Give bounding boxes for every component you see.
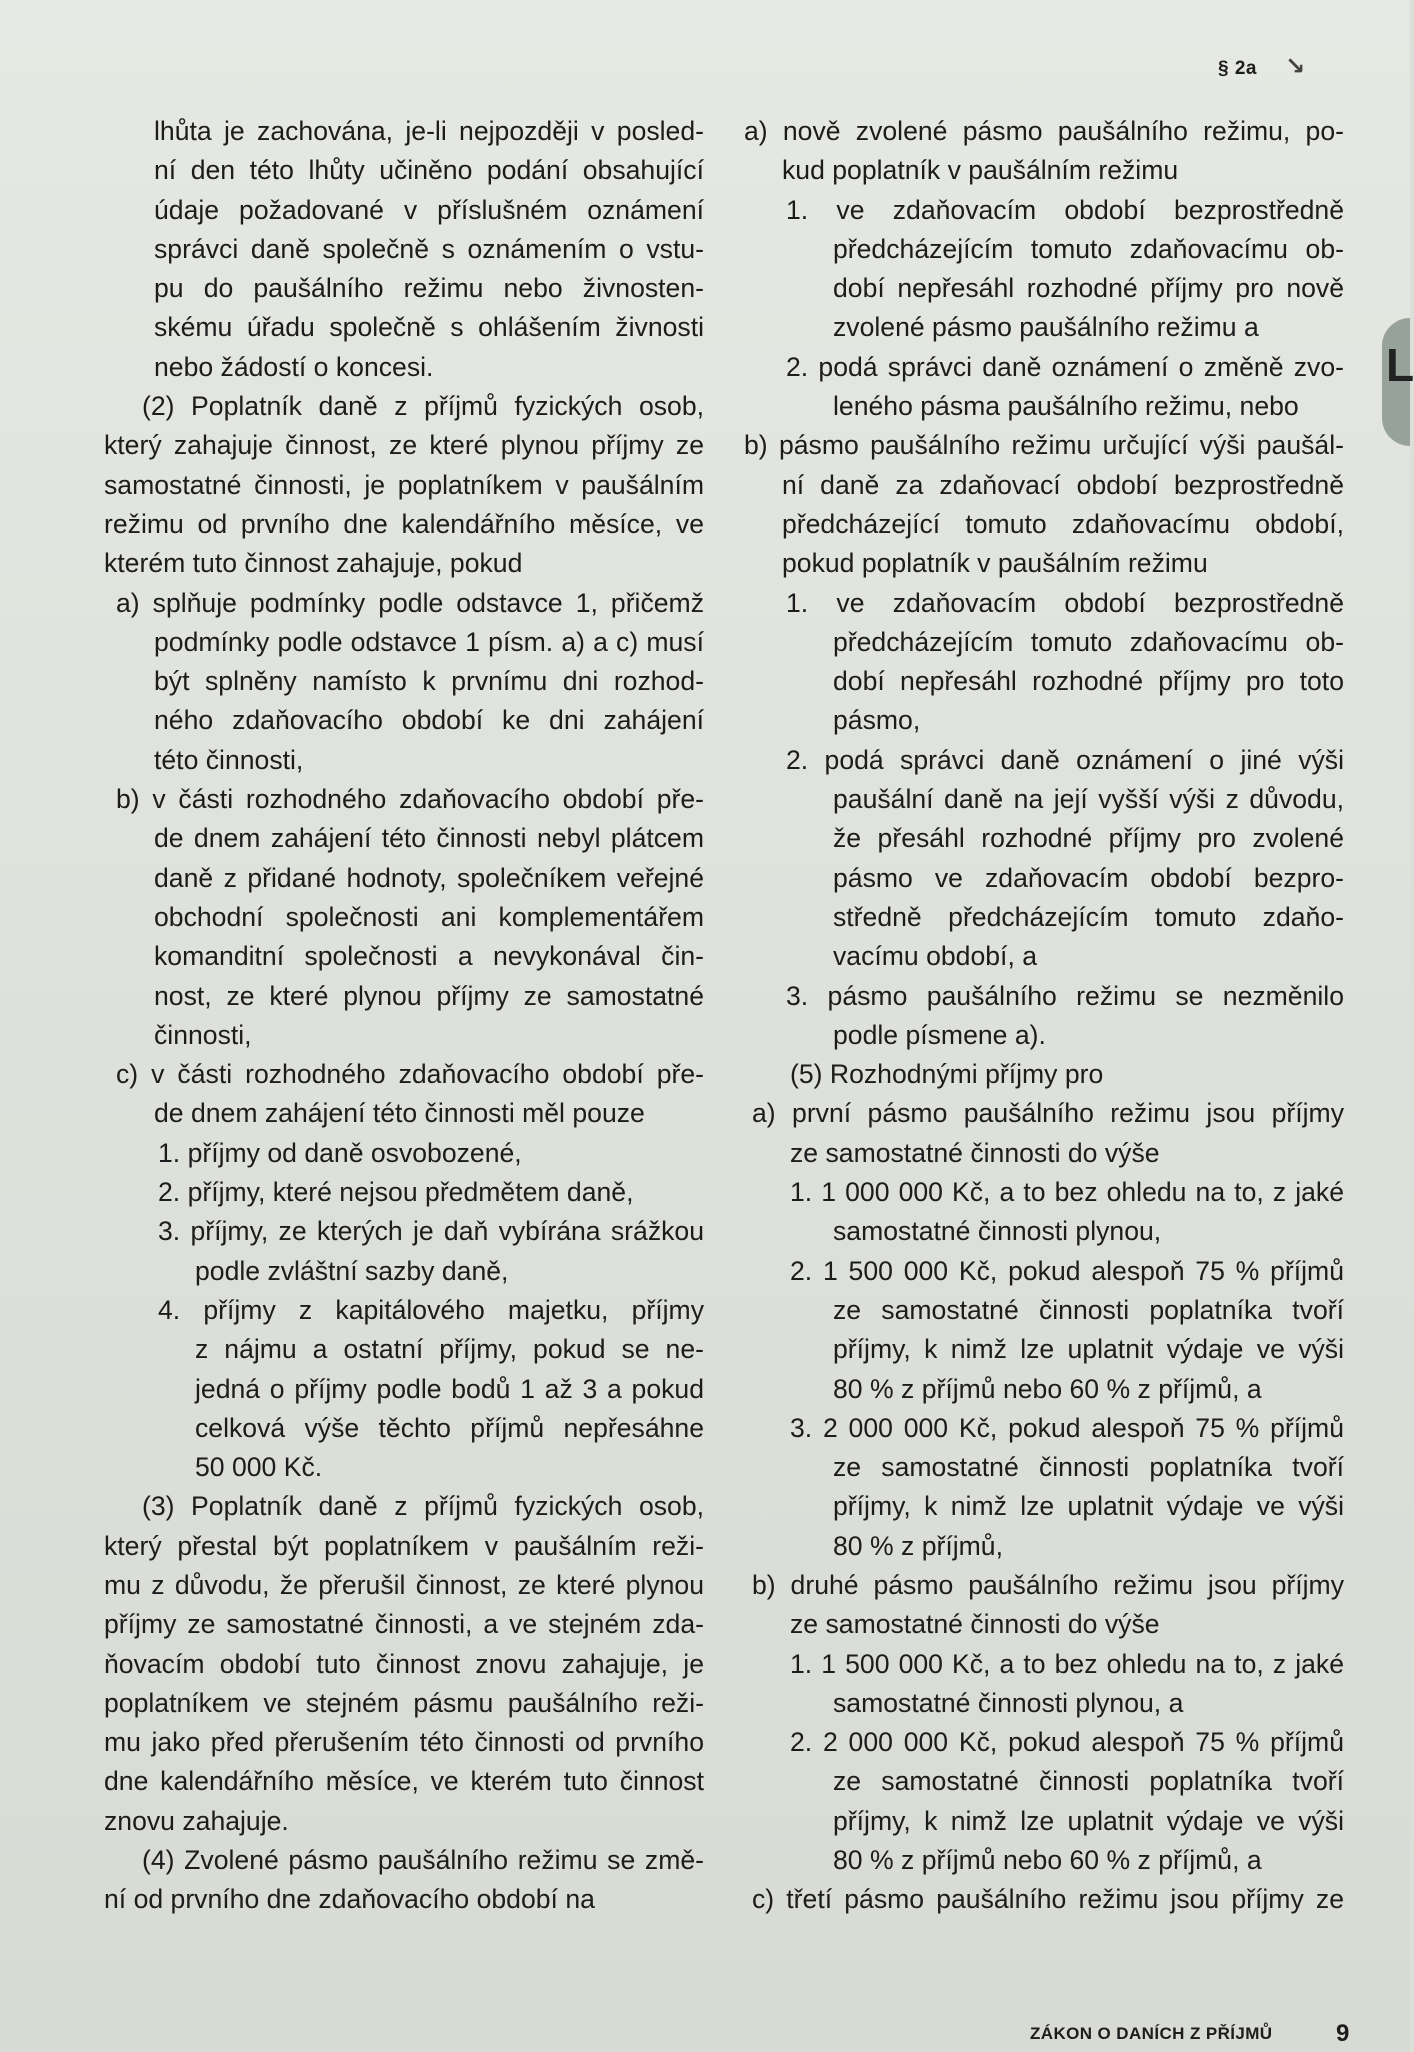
text-line: mu jako před přerušením této činnosti od prvního bbox=[104, 1727, 704, 1758]
text-line: předcházející tomuto zdaňovacímu období, bbox=[782, 508, 1344, 539]
text-line: 80 % z příjmů nebo 60 % z příjmů, a bbox=[833, 1373, 1262, 1404]
page-footer bbox=[1030, 2020, 1360, 2047]
text-line: který přestal být poplatníkem v paušálním reži- bbox=[104, 1530, 704, 1561]
text-line: jedná o příjmy podle bodů 1 až 3 a pokud bbox=[195, 1373, 704, 1404]
text-line: příjmy, k nimž lze uplatnit výdaje ve výši bbox=[833, 1334, 1344, 1365]
page-number: 9 bbox=[1336, 2020, 1350, 2047]
text-line: 50 000 Kč. bbox=[195, 1452, 323, 1483]
text-line: podmínky podle odstavce 1 písm. a) a c) musí bbox=[154, 626, 704, 657]
page-header bbox=[1218, 52, 1306, 81]
list-item: 1. 1 000 000 Kč, a to bez ohledu na to, z jaké bbox=[790, 1177, 1344, 1208]
list-item: 1. ve zdaňovacím období bezprostředně bbox=[786, 587, 1344, 618]
text-line: ňovacím období tuto činnost znovu zahajuje, je bbox=[104, 1648, 704, 1679]
text-line: ze samostatné činnosti do výše bbox=[790, 1609, 1160, 1640]
text-line: dobí nepřesáhl rozhodné příjmy pro nově bbox=[833, 273, 1344, 304]
left-column bbox=[104, 112, 704, 1920]
text-line: pásmo, bbox=[833, 705, 921, 736]
text-line: de dnem zahájení této činnosti nebyl plátcem bbox=[154, 823, 704, 854]
text-line: z nájmu a ostatní příjmy, pokud se ne- bbox=[195, 1334, 704, 1365]
text-line: komanditní společnosti a nevykonával čin- bbox=[154, 941, 704, 972]
paragraph-start: (2) Poplatník daně z příjmů fyzických osob, bbox=[142, 391, 704, 422]
text-line: ného zdaňovacího období ke dni zahájení bbox=[154, 705, 704, 736]
text-line: samostatné činnosti plynou, a bbox=[833, 1687, 1184, 1718]
list-item: c) v části rozhodného zdaňovacího období pře- bbox=[116, 1059, 704, 1090]
text-line: ní od prvního dne zdaňovacího období na bbox=[104, 1884, 595, 1915]
text-line: pu do paušálního režimu nebo živnosten- bbox=[154, 273, 704, 304]
text-line: údaje požadované v příslušném oznámení bbox=[154, 194, 704, 225]
text-line: ní den této lhůty učiněno podání obsahující bbox=[154, 155, 704, 186]
list-item: 2. příjmy, které nejsou předmětem daně, bbox=[158, 1177, 634, 1208]
text-line: paušální daně na její vyšší výši z důvodu, bbox=[833, 784, 1344, 815]
list-item: 2. podá správci daně oznámení o jiné výši bbox=[786, 744, 1344, 775]
list-item: 1. příjmy od daně osvobozené, bbox=[158, 1137, 522, 1168]
text-line: že přesáhl rozhodné příjmy pro zvolené bbox=[833, 823, 1344, 854]
text-line: dne kalendářního měsíce, ve kterém tuto činnost bbox=[104, 1766, 704, 1797]
text-line: pokud poplatník v paušálním režimu bbox=[782, 548, 1208, 579]
text-line: kterém tuto činnost zahajuje, pokud bbox=[104, 548, 523, 579]
section-label: § 2a bbox=[1218, 58, 1257, 79]
text-line: samostatné činnosti plynou, bbox=[833, 1216, 1162, 1247]
text-line: nost, ze které plynou příjmy ze samostatné bbox=[154, 980, 704, 1011]
paragraph-start: (4) Zvolené pásmo paušálního režimu se změ- bbox=[142, 1845, 704, 1876]
right-column bbox=[744, 112, 1344, 1920]
text-line: obchodní společnosti ani komplementářem bbox=[154, 901, 704, 932]
list-item: 3. 2 000 000 Kč, pokud alespoň 75 % příjmů bbox=[790, 1412, 1344, 1443]
text-line: podle písmene a). bbox=[833, 1019, 1046, 1050]
text-line: této činnosti, bbox=[154, 744, 304, 775]
list-item: 3. pásmo paušálního režimu se nezměnilo bbox=[786, 980, 1344, 1011]
text-line: skému úřadu společně s ohlášením živnosti bbox=[154, 312, 704, 343]
list-item: 2. 1 500 000 Kč, pokud alespoň 75 % příjmů bbox=[790, 1255, 1344, 1286]
text-line: poplatníkem ve stejném pásmu paušálního reži- bbox=[104, 1687, 704, 1718]
book-title: ZÁKON O DANÍCH Z PŘÍJMŮ bbox=[1030, 2024, 1273, 2043]
list-item: 1. ve zdaňovacím období bezprostředně bbox=[786, 194, 1344, 225]
text-line: ze samostatné činnosti poplatníka tvoří bbox=[833, 1452, 1344, 1483]
text-line: ze samostatné činnosti poplatníka tvoří bbox=[833, 1766, 1344, 1797]
text-line: znovu zahajuje. bbox=[104, 1805, 289, 1836]
text-line: předcházejícím tomuto zdaňovacímu ob- bbox=[833, 626, 1344, 657]
text-line: pásmo ve zdaňovacím období bezpro- bbox=[833, 862, 1344, 893]
text-line: ní daně za zdaňovací období bezprostředně bbox=[782, 469, 1344, 500]
text-line: činnosti, bbox=[154, 1019, 252, 1050]
text-line: leného pásma paušálního režimu, nebo bbox=[833, 391, 1299, 422]
text-line: režimu od prvního dne kalendářního měsíce, ve bbox=[104, 508, 704, 539]
text-line: příjmy, k nimž lze uplatnit výdaje ve výši bbox=[833, 1491, 1344, 1522]
text-line: ze samostatné činnosti poplatníka tvoří bbox=[833, 1294, 1344, 1325]
paragraph-start: (5) Rozhodnými příjmy pro bbox=[790, 1059, 1104, 1090]
text-line: lhůta je zachována, je-li nejpozději v posled- bbox=[154, 116, 704, 146]
list-item: 4. příjmy z kapitálového majetku, příjmy bbox=[158, 1294, 704, 1325]
list-item: 2. 2 000 000 Kč, pokud alespoň 75 % příjmů bbox=[790, 1727, 1344, 1758]
text-line: být splněny namísto k prvnímu dni rozhod- bbox=[154, 666, 704, 697]
thumb-index-letter: L bbox=[1386, 339, 1414, 391]
corner-arrow-icon: ↘ bbox=[1284, 53, 1306, 80]
list-item: 3. příjmy, ze kterých je daň vybírána srážkou bbox=[158, 1216, 704, 1247]
text-line: příjmy, k nimž lze uplatnit výdaje ve výši bbox=[833, 1805, 1344, 1836]
list-item: a) splňuje podmínky podle odstavce 1, přičemž bbox=[116, 587, 704, 618]
text-line: daně z přidané hodnoty, společníkem veřejné bbox=[154, 862, 704, 893]
text-line: mu z důvodu, že přerušil činnost, ze které plynou bbox=[104, 1569, 704, 1600]
list-item: 2. podá správci daně oznámení o změně zvo- bbox=[786, 351, 1344, 382]
list-item: b) pásmo paušálního režimu určující výši paušál- bbox=[744, 430, 1344, 461]
text-line: kud poplatník v paušálním režimu bbox=[782, 155, 1179, 186]
text-line: správci daně společně s oznámením o vstu- bbox=[154, 233, 704, 264]
text-line: zvolené pásmo paušálního režimu a bbox=[833, 312, 1259, 343]
text-line: předcházejícím tomuto zdaňovacímu ob- bbox=[833, 233, 1344, 264]
text-line: samostatné činnosti, je poplatníkem v paušálním bbox=[104, 469, 704, 500]
text-line: středně předcházejícím tomuto zdaňo- bbox=[833, 901, 1344, 932]
list-item: a) nově zvolené pásmo paušálního režimu, po- bbox=[744, 116, 1344, 146]
text-line: ze samostatné činnosti do výše bbox=[790, 1137, 1160, 1168]
list-item: b) v části rozhodného zdaňovacího období pře- bbox=[116, 784, 704, 815]
text-line: 80 % z příjmů, bbox=[833, 1530, 1003, 1561]
text-line: 80 % z příjmů nebo 60 % z příjmů, a bbox=[833, 1845, 1262, 1876]
text-line: který zahajuje činnost, ze které plynou příjmy ze bbox=[104, 430, 704, 461]
text-line: příjmy ze samostatné činnosti, a ve stejném zda- bbox=[104, 1609, 704, 1640]
paragraph-start: (3) Poplatník daně z příjmů fyzických osob, bbox=[142, 1491, 704, 1522]
text-line: dobí nepřesáhl rozhodné příjmy pro toto bbox=[833, 666, 1344, 697]
text-line: celková výše těchto příjmů nepřesáhne bbox=[195, 1412, 704, 1443]
text-line: vacímu období, a bbox=[833, 941, 1038, 972]
text-line: podle zvláštní sazby daně, bbox=[195, 1255, 509, 1286]
list-item: c) třetí pásmo paušálního režimu jsou příjmy ze bbox=[752, 1884, 1344, 1915]
list-item: b) druhé pásmo paušálního režimu jsou příjmy bbox=[752, 1569, 1344, 1600]
text-line: nebo žádostí o koncesi. bbox=[154, 351, 434, 382]
list-item: 1. 1 500 000 Kč, a to bez ohledu na to, z jaké bbox=[790, 1648, 1344, 1679]
thumb-index-tab bbox=[1382, 318, 1414, 446]
list-item: a) první pásmo paušálního režimu jsou příjmy bbox=[752, 1098, 1344, 1129]
text-line: de dnem zahájení této činnosti měl pouze bbox=[154, 1098, 645, 1129]
